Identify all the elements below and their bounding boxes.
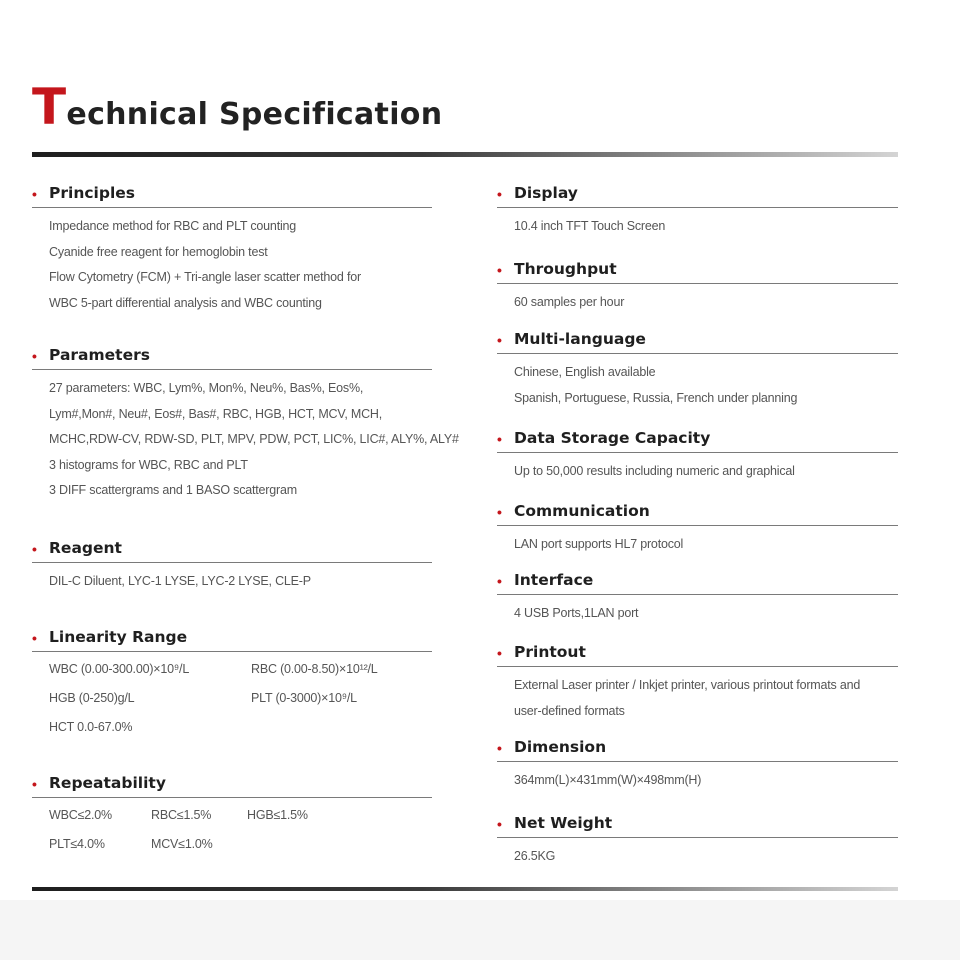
section-dimension xyxy=(497,736,898,794)
spec-cell: PLT≤4.0% xyxy=(49,837,105,851)
spec-row xyxy=(49,830,432,859)
section-parameters xyxy=(32,344,459,504)
section-heading: Repeatability xyxy=(49,774,166,792)
section-heading: Multi-language xyxy=(514,330,646,348)
section-heading: Reagent xyxy=(49,539,122,557)
spec-line: Cyanide free reagent for hemoglobin test xyxy=(49,244,268,259)
section-communication xyxy=(497,500,898,558)
spec-line: 364mm(L)×431mm(W)×498mm(H) xyxy=(514,773,702,787)
section-header xyxy=(497,569,898,595)
title-rest: echnical Specification xyxy=(66,97,443,132)
title-rule xyxy=(32,152,898,157)
section-header xyxy=(497,500,898,526)
bullet-icon: • xyxy=(497,262,502,278)
bullet-icon: • xyxy=(497,740,502,756)
bullet-icon: • xyxy=(497,816,502,832)
section-header xyxy=(32,537,432,563)
spec-line: Chinese, English available xyxy=(514,365,656,379)
spec-line: 60 samples per hour xyxy=(514,295,625,309)
spec-row xyxy=(49,801,432,830)
spec-cell: RBC (0.00-8.50)×10¹²/L xyxy=(251,662,378,676)
section-multi-language xyxy=(497,328,898,411)
section-header xyxy=(497,258,898,284)
spec-cell: MCV≤1.0% xyxy=(151,837,213,851)
section-printout xyxy=(497,641,898,724)
section-header xyxy=(497,182,898,208)
section-header xyxy=(32,626,432,652)
spec-line: Up to 50,000 results including numeric and graphical xyxy=(514,464,795,478)
spec-line: External Laser printer / Inkjet printer, various printout formats and xyxy=(514,678,861,692)
section-heading: Parameters xyxy=(49,346,150,364)
spec-line: 26.5KG xyxy=(514,849,556,863)
spec-cell: HCT 0.0-67.0% xyxy=(49,720,133,734)
section-heading: Display xyxy=(514,184,578,202)
bullet-icon: • xyxy=(497,186,502,202)
section-header xyxy=(497,427,898,453)
spec-cell: RBC≤1.5% xyxy=(151,808,212,822)
bullet-icon: • xyxy=(32,348,37,364)
spec-cell: HGB (0-250)g/L xyxy=(49,691,135,705)
bullet-icon: • xyxy=(32,630,37,646)
section-heading: Linearity Range xyxy=(49,628,188,646)
section-repeatability xyxy=(32,772,432,859)
section-heading: Throughput xyxy=(514,260,617,278)
title-first-letter: T xyxy=(32,78,67,136)
spec-line: 27 parameters: WBC, Lym%, Mon%, Neu%, Bas%, Eos%, xyxy=(49,381,364,395)
spec-cell: WBC≤2.0% xyxy=(49,808,112,822)
bullet-icon: • xyxy=(32,186,37,202)
section-header xyxy=(32,182,432,208)
spec-cell: PLT (0-3000)×10⁹/L xyxy=(251,691,357,705)
section-header xyxy=(497,328,898,354)
section-throughput xyxy=(497,258,898,316)
section-interface xyxy=(497,569,898,627)
spec-line: 3 DIFF scattergrams and 1 BASO scattergram xyxy=(49,483,297,497)
bottom-band xyxy=(0,900,960,960)
section-data-storage xyxy=(497,427,898,485)
section-header xyxy=(32,772,432,798)
section-heading: Printout xyxy=(514,643,586,661)
spec-line: WBC 5-part differential analysis and WBC counting xyxy=(49,295,322,310)
section-heading: Communication xyxy=(514,502,650,520)
spec-line: MCHC,RDW-CV, RDW-SD, PLT, MPV, PDW, PCT, LIC%, LIC#, ALY%, ALY# xyxy=(49,432,459,446)
bullet-icon: • xyxy=(32,541,37,557)
spec-line: DIL-C Diluent, LYC-1 LYSE, LYC-2 LYSE, CLE-P xyxy=(49,574,311,588)
section-principles xyxy=(32,182,432,316)
spec-line: Impedance method for RBC and PLT counting xyxy=(49,219,297,233)
spec-line: Lym#,Mon#, Neu#, Eos#, Bas#, RBC, HGB, HCT, MCV, MCH, xyxy=(49,406,383,421)
bullet-icon: • xyxy=(497,332,502,348)
section-header xyxy=(497,812,898,838)
bullet-icon: • xyxy=(497,645,502,661)
spec-line: 4 USB Ports,1LAN port xyxy=(514,606,639,620)
section-heading: Net Weight xyxy=(514,814,613,832)
section-header xyxy=(497,736,898,762)
spec-line: 3 histograms for WBC, RBC and PLT xyxy=(49,457,248,472)
section-linearity-range xyxy=(32,626,432,742)
section-heading: Dimension xyxy=(514,738,607,756)
bullet-icon: • xyxy=(497,573,502,589)
section-header xyxy=(497,641,898,667)
spec-row xyxy=(49,655,432,684)
spec-cell: HGB≤1.5% xyxy=(247,808,308,822)
spec-row xyxy=(49,684,432,713)
spec-cell: WBC (0.00-300.00)×10⁹/L xyxy=(49,662,190,676)
spec-row xyxy=(49,713,432,742)
section-header xyxy=(32,344,432,370)
bullet-icon: • xyxy=(497,504,502,520)
section-heading: Principles xyxy=(49,184,135,202)
spec-line: Flow Cytometry (FCM) + Tri-angle laser scatter method for xyxy=(49,270,361,284)
section-heading: Interface xyxy=(514,571,594,589)
spec-line: LAN port supports HL7 protocol xyxy=(514,537,684,551)
spec-line: 10.4 inch TFT Touch Screen xyxy=(514,219,666,233)
spec-line: Spanish, Portuguese, Russia, French under planning xyxy=(514,390,798,405)
spec-line: user-defined formats xyxy=(514,703,625,718)
page-title xyxy=(32,78,443,136)
section-display xyxy=(497,182,898,240)
bullet-icon: • xyxy=(32,776,37,792)
section-heading: Data Storage Capacity xyxy=(514,429,711,447)
section-net-weight xyxy=(497,812,898,870)
footer-rule xyxy=(32,887,898,891)
bullet-icon: • xyxy=(497,431,502,447)
section-reagent xyxy=(32,537,432,595)
